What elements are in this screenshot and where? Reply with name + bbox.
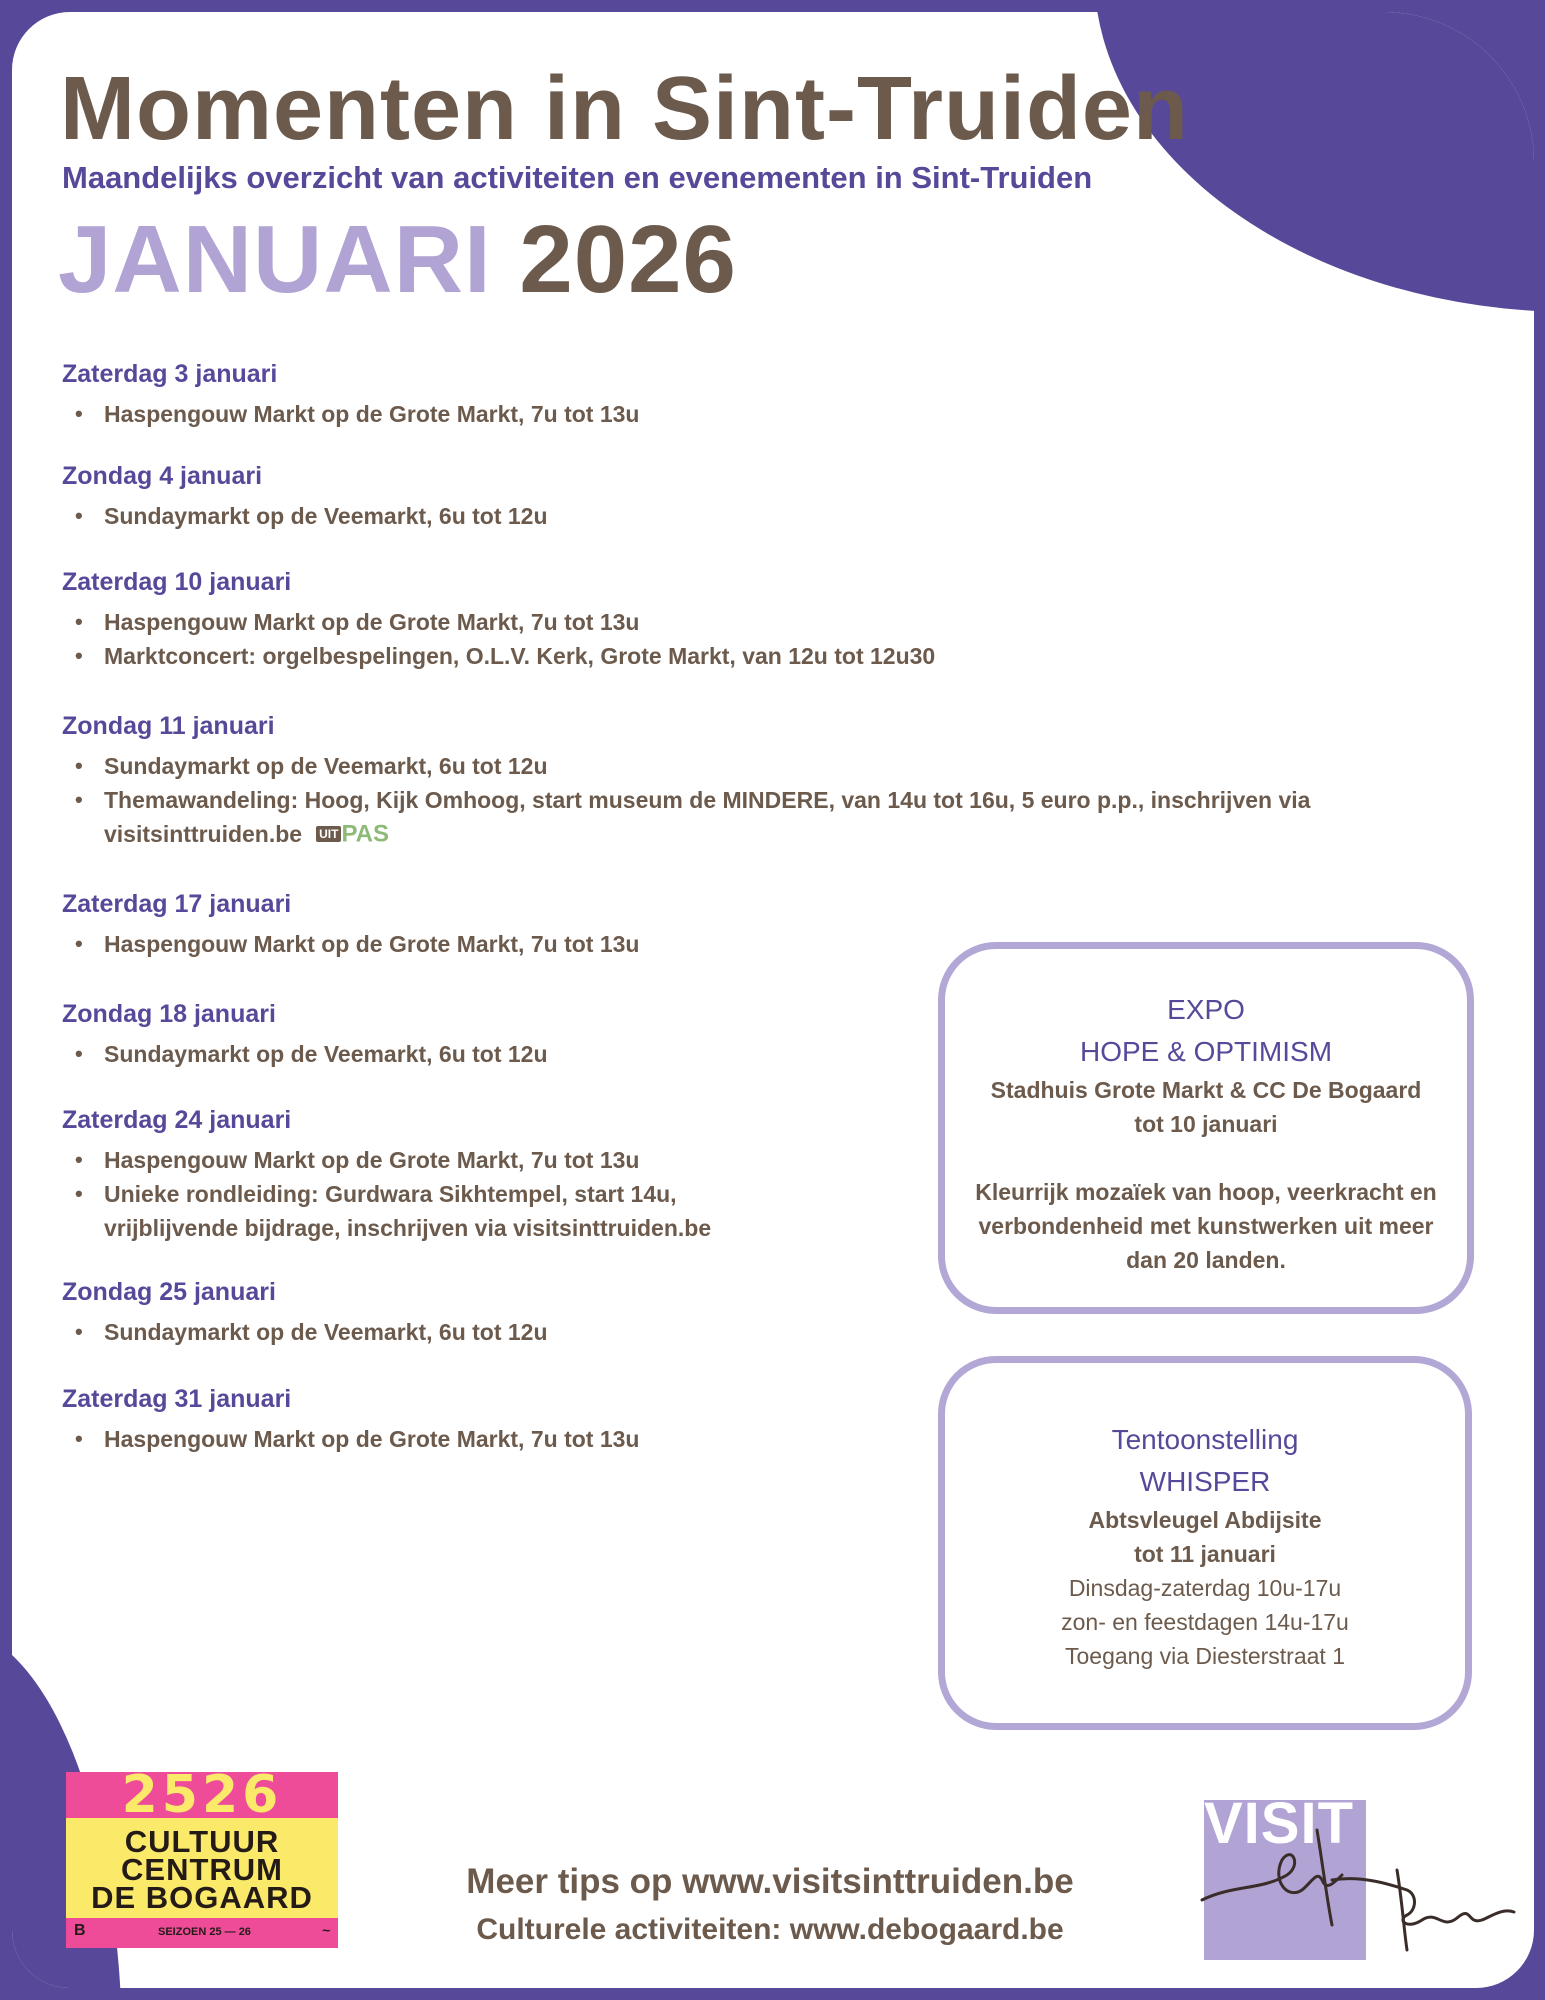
day-block xyxy=(62,462,1482,533)
tentoonstelling-until: tot 11 januari xyxy=(1134,1541,1276,1567)
bullet-icon: • xyxy=(75,931,83,956)
tentoonstelling-kind: Tentoonstelling xyxy=(1111,1424,1299,1455)
expo-kind: EXPO xyxy=(1167,994,1245,1025)
event-item xyxy=(62,639,1482,673)
uitpas-logo xyxy=(316,820,390,848)
logo-visit: VISIT xyxy=(1204,1791,1355,1856)
event-item xyxy=(62,1177,804,1245)
day-title: Zondag 4 januari xyxy=(62,462,263,490)
event-text: Haspengouw Markt op de Grote Markt, 7u tot 13u xyxy=(104,931,640,957)
day-block xyxy=(62,712,1482,851)
bogaard-mark-icon: B xyxy=(74,1922,86,1939)
expo-location: Stadhuis Grote Markt & CC De Bogaard xyxy=(990,1077,1422,1103)
uitpas-pas: PAS xyxy=(341,820,390,848)
bullet-icon: • xyxy=(75,503,83,528)
bullet-icon: • xyxy=(75,1319,83,1344)
cultuurcentrum-name xyxy=(66,1818,338,1915)
event-text: Unieke rondleiding: Gurdwara Sikhtempel, start 14u, vrijblijvende bijdrage, inschrijven via visitsinttruiden.be xyxy=(104,1181,712,1241)
day-title: Zaterdag 10 januari xyxy=(62,568,292,596)
event-text: Sundaymarkt op de Veemarkt, 6u tot 12u xyxy=(104,753,548,779)
visit-sint-truiden-logo xyxy=(1192,1790,1522,1960)
cultuurcentrum-logo xyxy=(66,1772,338,1948)
bullet-icon: • xyxy=(75,643,83,668)
season-label: SEIZOEN 25 — 26 xyxy=(158,1926,251,1938)
tentoonstelling-access: Toegang via Diesterstraat 1 xyxy=(1065,1643,1345,1669)
footer-cultural: Culturele activiteiten: www.debogaard.be xyxy=(476,1913,1064,1946)
event-text: Haspengouw Markt op de Grote Markt, 7u tot 13u xyxy=(104,401,640,427)
bullet-icon: • xyxy=(75,1041,83,1066)
event-text: Haspengouw Markt op de Grote Markt, 7u tot 13u xyxy=(104,609,640,635)
tentoonstelling-hours-weekdays: Dinsdag-zaterdag 10u-17u xyxy=(1068,1575,1342,1601)
page-subtitle: Maandelijks overzicht van activiteiten en evenementen in Sint-Truiden xyxy=(62,160,1093,195)
event-text: Sundaymarkt op de Veemarkt, 6u tot 12u xyxy=(104,1041,548,1067)
logo-line: CULTUUR xyxy=(124,1824,280,1859)
day-title: Zondag 11 januari xyxy=(62,712,275,740)
event-text: Sundaymarkt op de Veemarkt, 6u tot 12u xyxy=(104,1319,548,1345)
logo-footer xyxy=(66,1918,338,1948)
event-text: Marktconcert: orgelbespelingen, O.L.V. Kerk, Grote Markt, van 12u tot 12u30 xyxy=(104,643,936,669)
day-title: Zaterdag 3 januari xyxy=(62,360,278,388)
tentoonstelling-location: Abtsvleugel Abdijsite xyxy=(1088,1507,1322,1533)
event-item xyxy=(62,783,1482,851)
logo-line: DE BOGAARD xyxy=(91,1880,313,1915)
month-name: JANUARI xyxy=(58,206,492,313)
day-title: Zaterdag 31 januari xyxy=(62,1385,292,1413)
bullet-icon: • xyxy=(75,787,83,812)
expo-until: tot 10 januari xyxy=(1134,1111,1278,1137)
event-text: Haspengouw Markt op de Grote Markt, 7u tot 13u xyxy=(104,1147,640,1173)
logo-line: CENTRUM xyxy=(121,1852,283,1887)
signature-mark-icon: ~ xyxy=(321,1922,330,1938)
event-text: Themawandeling: Hoog, Kijk Omhoog, start museum de MINDERE, van 14u tot 16u, 5 euro p.p., inschrijven via visitsinttruiden.be xyxy=(104,787,1311,847)
day-title: Zaterdag 17 januari xyxy=(62,890,292,918)
day-title: Zondag 25 januari xyxy=(62,1278,276,1306)
page-title: Momenten in Sint-Truiden xyxy=(60,59,1189,159)
bullet-icon: • xyxy=(75,1426,83,1451)
bullet-icon: • xyxy=(75,1181,83,1206)
bullet-icon: • xyxy=(75,609,83,634)
month-heading xyxy=(58,205,737,315)
bullet-icon: • xyxy=(75,401,83,426)
bullet-icon: • xyxy=(75,1147,83,1172)
day-block xyxy=(62,360,1482,431)
event-text: Haspengouw Markt op de Grote Markt, 7u tot 13u xyxy=(104,1426,640,1452)
event-item xyxy=(62,397,1482,431)
day-block xyxy=(62,568,1482,673)
event-item xyxy=(62,749,1482,783)
season-graphic: 2526 xyxy=(66,1772,338,1818)
expo-box xyxy=(938,942,1474,1314)
day-title: Zondag 18 januari xyxy=(62,1000,276,1028)
bullet-icon: • xyxy=(75,753,83,778)
event-item xyxy=(62,605,1482,639)
footer-tips: Meer tips op www.visitsinttruiden.be xyxy=(466,1862,1074,1901)
expo-name: HOPE & OPTIMISM xyxy=(1079,1036,1333,1067)
year: 2026 xyxy=(519,206,737,313)
event-item xyxy=(62,1315,1482,1349)
signature-icon xyxy=(1192,1790,1522,1960)
event-item xyxy=(62,499,1482,533)
event-text: Sundaymarkt op de Veemarkt, 6u tot 12u xyxy=(104,503,548,529)
uitpas-uit: UIT xyxy=(316,826,341,842)
corner-decoration-top-right xyxy=(1094,12,1534,312)
day-title: Zaterdag 24 januari xyxy=(62,1106,292,1134)
expo-description: Kleurrijk mozaïek van hoop, veerkracht en verbondenheid met kunstwerken uit meer dan 20 landen. xyxy=(975,1179,1437,1273)
tentoonstelling-hours-sundays: zon- en feestdagen 14u-17u xyxy=(1061,1609,1349,1635)
tentoonstelling-name: WHISPER xyxy=(1139,1466,1271,1497)
tentoonstelling-box xyxy=(938,1356,1472,1730)
event-item xyxy=(62,1143,804,1177)
